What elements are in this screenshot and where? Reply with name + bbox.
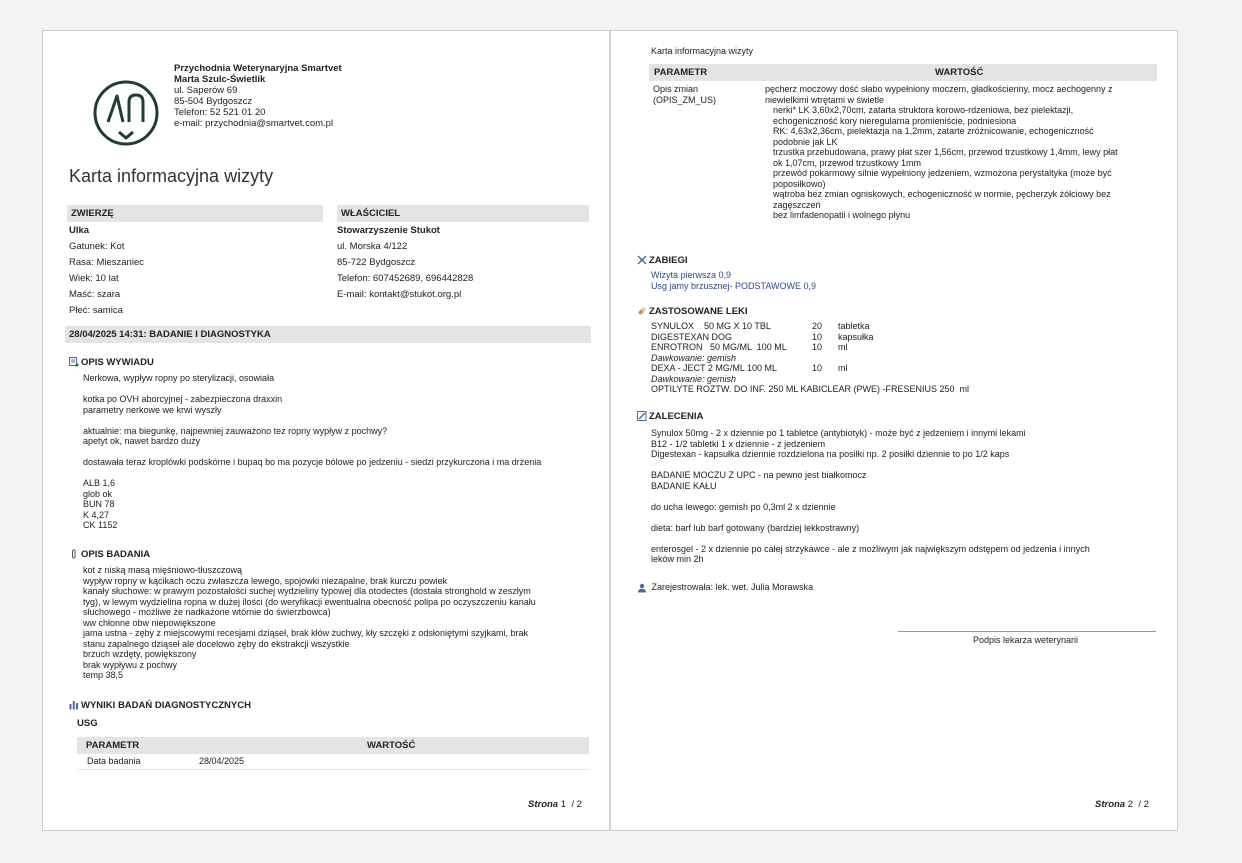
text-line [651,460,1090,471]
clinic-owner: Marta Szulc-Świetlik [174,74,266,85]
text-line: wypływ ropny w kącikach oczu zwłaszcza lewego, spojówki niezapalne, brak kurczu powiek [83,575,448,586]
changes-table-header [649,64,1157,81]
text-line [83,415,541,426]
clinic-phone: Telefon: 52 521 01 20 [174,107,266,118]
animal-species: Gatunek: Kot [69,241,125,252]
text-line: poposiłkowo) [773,178,826,189]
col-param: PARAMETR [86,740,140,751]
diag-row-label: Data badania [87,756,141,766]
exam-text [83,565,536,681]
text-line: niewielkimi wtrętami w świetle [765,94,885,105]
exam-section-title: OPIS BADANIA [69,549,150,560]
document-page-1 [42,30,610,831]
text-line: glob ok [83,488,113,499]
paperclip-icon [69,549,79,559]
interview-section-title: OPIS WYWIADU [69,357,154,368]
text-line: RK: 4,63x2,36cm, pielektazja na 1,2mm, zatarte zróżnicowanie, echogeniczność [773,126,1094,136]
text-line: K 4,27 [83,509,110,520]
text-line: B12 - 1/2 tabletki 1 x dziennie - z jedzeniem [651,438,826,449]
owner-header: WŁAŚCICIEL [337,205,589,222]
col-value: WARTOŚĆ [367,740,416,751]
drugs-list [651,321,969,395]
procedure-item: Wizyta pierwsza 0,9 [651,270,732,280]
text-line: kot z niską masą mięśniowo-tłuszczową [83,565,243,575]
diag-row-value: 28/04/2025 [199,756,245,766]
procedures-section-title: ZABIEGI [637,255,688,266]
text-line: BADANIE MOCZU Z UPC - na pewno jest białkomocz [651,470,867,480]
text-line: BADANIE KAŁU [651,480,717,491]
text-line: CK 1152 [83,520,118,530]
text-line: stanu zapalnego dziąseł ale docelowo zęby do ekstrakcji wszystkie [83,638,350,649]
recommendations-section-title: ZALECENIA [637,411,703,422]
clinic-email[interactable]: e-mail: przychodnia@smartvet.com.pl [174,118,334,129]
animal-color: Maść: szara [69,289,121,300]
diagnostics-table-header [77,737,589,754]
drug-row: SYNULOX 50 MG X 10 TBL 20 tabletka [651,321,870,331]
col-value: WARTOŚĆ [935,67,984,78]
text-line [83,468,541,479]
text-line: leków min 2h [651,554,704,564]
text-line [83,447,541,458]
text-line: Digestexan - kapsułka dziennie rozdzielona na posiłki np. 2 posiłki dziennie to po 1/2 kaps [651,449,1010,459]
page-number: Strona 1 / 2 [528,799,582,810]
table-divider [77,769,589,770]
text-line: kotka po OVH aborcyjnej - zabezpieczona draxxin [83,394,283,404]
text-line: ww chłonne obw niepowiększone [83,617,216,628]
animal-sex: Płeć: samica [69,305,123,316]
edit-icon [637,411,647,421]
text-line: enterosgel - 2 x dziennie po całej strzykawce - ale z możliwym jak największym odstępem od jedzenia i innych [651,543,1090,554]
page-title: Karta informacyjna wizyty [69,166,274,186]
drug-dosage: Dawkowanie: gemish [651,373,737,384]
registered-by: Zarejestrowała: lek. wet. Julia Morawska [637,582,813,593]
owner-city: 85-722 Bydgoszcz [337,257,416,268]
text-line: do ucha lewego: gemish po 0,3ml 2 x dziennie [651,501,836,512]
text-line: BUN 78 [83,499,115,509]
drugs-section-title: ZASTOSOWANE LEKI [637,306,748,317]
text-line: brak wypływu z pochwy [83,659,178,670]
drug-row: OPTILYTE ROZTW. DO INF. 250 ML KABICLEAR (PWE) -FRESENIUS 250 ml [651,384,970,394]
text-line: nerki* LK 3,60x2,70cm, zatarta struktora korowo-rdzeniowa, bez pielektazji, [773,105,1074,115]
owner-email[interactable]: E-mail: kontakt@stukot.org.pl [337,289,462,300]
text-line: Nerkowa, wypływ ropny po sterylizacji, osowiała [83,373,275,383]
clinic-city: 85-504 Bydgoszcz [174,96,253,107]
param-code: (OPIS_ZM_US) [653,95,717,105]
text-line: słuchowego - możliwe że nadkażone wtórnie do świerzbowca) [83,607,331,617]
text-line: temp 38,5 [83,670,124,680]
running-title: Karta informacyjna wizyty [651,46,754,56]
text-line [651,533,1090,544]
text-line: dostawała teraz kroplówki podskórne i bupaq bo ma pozycje bólowe po jedzeniu - siedzi przykurczona i ma drżenia [83,457,542,467]
drug-row: DEXA - JECT 2 MG/ML 100 ML 10 ml [651,363,848,373]
text-line: podobnie jak LK [773,136,838,147]
text-line: ALB 1,6 [83,478,116,488]
diagnostics-subtitle: USG [77,718,98,729]
animal-name: Ulka [69,225,90,236]
text-line: brzuch wzdęty, powiększony [83,649,197,659]
text-line: tyg), w lewym wydzielina ropna w dużej ilości (do weryfikacji ewentualna obecność polipa po oczyszczeniu kanału [83,596,536,607]
text-line: apetyt ok, nawet bardzo duży [83,436,201,446]
page-number: Strona 2 / 2 [1095,799,1149,810]
animal-header: ZWIERZĘ [67,205,323,222]
interview-text [83,373,541,531]
user-icon [637,583,647,593]
text-line: dieta: barf lub barf gotowany (bardziej lekkostrawny) [651,522,860,533]
text-line: jama ustna - zęby z miejscowymi recesjami dziąseł, brak kłów żuchwy, kły szczęki z odsłoniętymi szyjkami, brak [83,628,528,638]
recommendations-text [651,428,1090,565]
text-line [651,491,1090,502]
owner-phone: Telefon: 607452689, 696442828 [337,273,474,284]
text-line: parametry nerkowe we krwi wyszły [83,404,222,415]
document-page-2 [610,30,1178,831]
diagnostics-section-title: WYNIKI BADAŃ DIAGNOSTYCZNYCH [69,700,251,711]
signature-label: Podpis lekarza weterynarii [973,635,1079,645]
owner-name: Stowarzyszenie Stukot [337,225,440,236]
visit-header: 28/04/2025 14:31: BADANIE I DIAGNOSTYKA [65,326,591,343]
procedure-item: Usg jamy brzusznej- PODSTAWOWE 0,9 [651,281,817,291]
text-line: trzustka przebudowana, prawy płat szer 1,56cm, przewod trzustkowy 1,4mm, lewy płat [773,147,1118,157]
drug-dosage: Dawkowanie: gemish [651,352,737,363]
chart-icon [69,700,79,710]
animal-breed: Rasa: Mieszaniec [69,257,144,268]
text-line: przewód pokarmowy silnie wypełniony jedzeniem, wzmożona perystaltyka (może być [773,168,1112,178]
text-line: aktualnie: ma biegunkę, najpewniej zauważono też ropny wypływ z pochwy? [83,425,388,436]
text-line: echogeniczność kory nieregularna promieniście, podniesiona [773,115,1017,126]
text-line: pęcherz moczowy dość słabo wypełniony moczem, gładkościenny, mocz aechogenny z [765,84,1113,94]
animal-age: Wiek: 10 lat [69,273,119,284]
signature-line [898,631,1156,632]
text-line: wątroba bez zmian ogniskowych, echogeniczność w normie, pęcherzyk żółciowy bez [773,189,1111,199]
owner-street: ul. Morska 4/122 [337,241,408,252]
text-line: zagęszczeń [773,199,821,210]
pill-icon [637,306,647,316]
syringe-icon [637,255,647,265]
clinic-logo [91,78,161,148]
notes-icon [69,357,79,367]
text-line [83,384,541,395]
clinic-street: ul. Saperów 69 [174,85,238,96]
col-param: PARAMETR [654,67,708,78]
drug-row: DIGESTEXAN DOG 10 kapsułka [651,331,874,342]
text-line: kanały słuchowe: w prawym pozostałości suchej wydzieliny typowej dla otodectes (dostała stronghold w zeszłym [83,586,531,596]
text-line: Synulox 50mg - 2 x dziennie po 1 tabletce (antybiotyk) - może być z jedzeniem i innymi lekami [651,428,1026,438]
param-label: Opis zmian [653,84,699,94]
text-line: bez limfadenopatii i wolnego płynu [773,210,911,220]
text-line: ok 1,07cm, przewod trzustkowy 1mm [773,157,922,168]
text-line [651,512,1090,523]
clinic-name: Przychodnia Weterynaryjna Smartvet [174,63,342,74]
changes-text [765,84,1118,221]
drug-row: ENROTRON 50 MG/ML 100 ML 10 ml [651,342,848,352]
